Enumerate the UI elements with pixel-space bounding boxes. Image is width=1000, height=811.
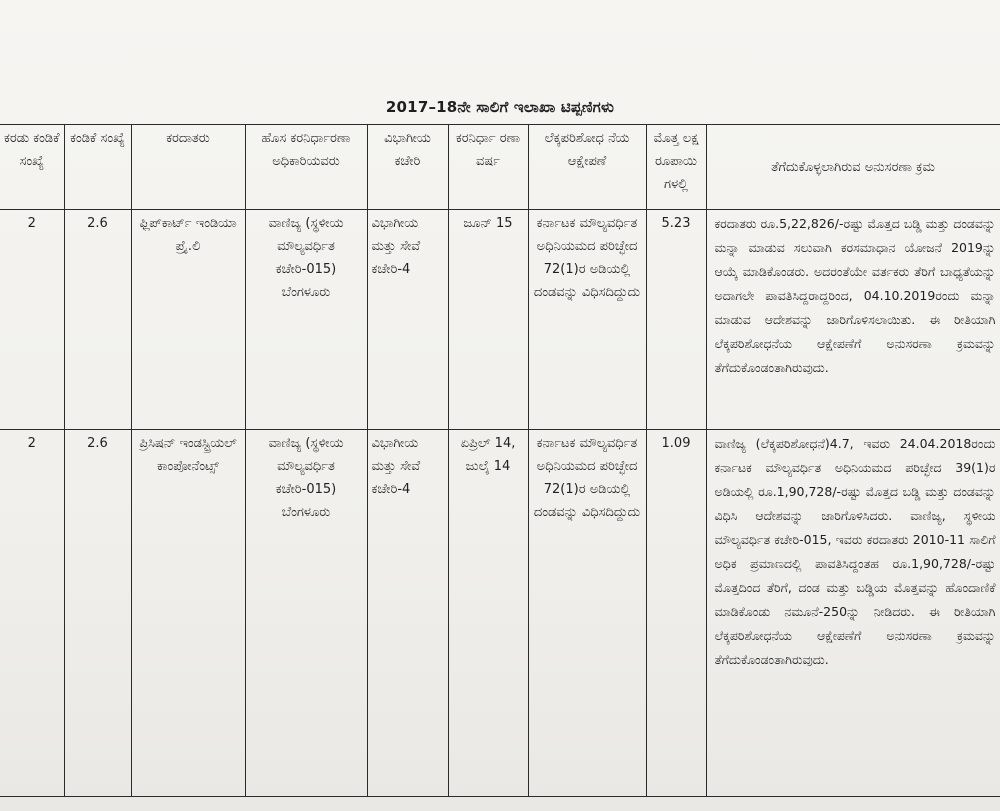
cell-divisional-office: ವಿಭಾಗೀಯ ಮತ್ತು ಸೇವೆ ಕಚೇರಿ-4 [367,430,448,797]
header-assessing-officer: ಹೊಸ ಕರನಿರ್ಧಾರಣಾ ಅಧಿಕಾರಿಯವರು [245,125,367,210]
header-dealer: ಕರದಾತರು [131,125,245,210]
header-para-no: ಕಂಡಿಕೆ ಸಂಖ್ಯೆ [64,125,131,210]
table-row [0,210,1000,430]
cell-assessment-year: ಏಪ್ರಿಲ್ 14, ಜುಲೈ 14 [448,430,528,797]
header-audit-objection: ಲೆಕ್ಕಪರಿಶೋಧ ನೆಯ ಆಕ್ಷೇಪಣೆ [528,125,646,210]
cell-amount-lakh: 5.23 [646,210,706,430]
cell-para-no: 2.6 [64,430,131,797]
header-action-taken: ತೆಗೆದುಕೊಳ್ಳಲಾಗಿರುವ ಅನುಸರಣಾ ಕ್ರಮ [706,125,1000,210]
header-draft-para-no: ಕರಡು ಕಂಡಿಕೆ ಸಂಖ್ಯೆ [0,125,64,210]
cell-dealer: ಫ್ಲಿಪ್‌ಕಾರ್ಟ್ ಇಂಡಿಯಾ ಪ್ರೈ.ಲಿ [131,210,245,430]
header-amount-lakh: ಮೊತ್ತ ಲಕ್ಷ ರೂಪಾಯಿ ಗಳಲ್ಲಿ [646,125,706,210]
cell-dealer: ಪ್ರಿಸಿಷನ್ ಇಂಡಸ್ಟ್ರಿಯಲ್ ಕಾಂಪೋನೆಂಟ್ಸ್ [131,430,245,797]
header-row [0,125,1000,210]
cell-divisional-office: ವಿಭಾಗೀಯ ಮತ್ತು ಸೇವೆ ಕಚೇರಿ-4 [367,210,448,430]
table-row [0,430,1000,797]
page-title: 2017–18ನೇ ಸಾಲಿಗೆ ಇಲಾಖಾ ಟಿಪ್ಪಣಿಗಳು [385,98,615,116]
cell-amount-lakh: 1.09 [646,430,706,797]
header-assessment-year: ಕರನಿರ್ಧಾ ರಣಾ ವರ್ಷ [448,125,528,210]
cell-action-taken: ವಾಣಿಜ್ಯ (ಲೆಕ್ಕಪರಿಶೋಧನೆ)4.7, ಇವರು 24.04.2018ರಂದು ಕರ್ನಾಟಕ ಮೌಲ್ಯವರ್ಧಿತ ಅಧಿನಿಯಮದ ಪರಿಚ್ಛೇದ 39(1)ರ ಅಡಿಯಲ್ಲಿ ರೂ.1,90,728/-ರಷ್ಟು ಮೊತ್ತದ ಬಡ್ಡಿ ಮತ್ತು ದಂಡವನ್ನು ವಿಧಿಸಿ ಆದೇಶವನ್ನು ಜಾರಿಗೊಳಿಸಿದರು. ವಾಣಿಜ್ಯ, ಸ್ಥಳೀಯ ಮೌಲ್ಯವರ್ಧಿತ ಕಚೇರಿ-015, ಇವರು ಕರದಾತರು 2010-11 ಸಾಲಿಗೆ ಅಧಿಕ ಪ್ರಮಾಣದಲ್ಲಿ ಪಾವತಿಸಿದ್ದಂತಹ ರೂ.1,90,728/-ರಷ್ಟು ಮೊತ್ತದಿಂದ ತೆರಿಗೆ, ದಂಡ ಮತ್ತು ಬಡ್ಡಿಯ ಮೊತ್ತವನ್ನು ಹೊಂದಾಣಿಕೆ ಮಾಡಿಕೊಂಡು ನಮೂನೆ-250ನ್ನು ನೀಡಿದರು. ಈ ರೀತಿಯಾಗಿ ಲೆಕ್ಕಪರಿಶೋಧನೆಯ ಆಕ್ಷೇಪಣೆಗೆ ಅನುಸರಣಾ ಕ್ರಮವನ್ನು ತೆಗೆದುಕೊಂಡಂತಾಗಿರುವುದು. [706,430,1000,797]
cell-draft-para-no: 2 [0,210,64,430]
cell-draft-para-no: 2 [0,430,64,797]
cell-audit-objection: ಕರ್ನಾಟಕ ಮೌಲ್ಯವರ್ಧಿತ ಅಧಿನಿಯಮದ ಪರಿಚ್ಛೇದ 72(1)ರ ಅಡಿಯಲ್ಲಿ ದಂಡವನ್ನು ವಿಧಿಸದಿದ್ದುದು [528,430,646,797]
cell-assessment-year: ಜೂನ್ 15 [448,210,528,430]
cell-para-no: 2.6 [64,210,131,430]
cell-audit-objection: ಕರ್ನಾಟಕ ಮೌಲ್ಯವರ್ಧಿತ ಅಧಿನಿಯಮದ ಪರಿಚ್ಛೇದ 72(1)ರ ಅಡಿಯಲ್ಲಿ ದಂಡವನ್ನು ವಿಧಿಸದಿದ್ದುದು [528,210,646,430]
department-notes-table [0,124,1000,797]
header-divisional-office: ವಿಭಾಗೀಯ ಕಚೇರಿ [367,125,448,210]
cell-action-taken: ಕರದಾತರು ರೂ.5,22,826/-ರಷ್ಟು ಮೊತ್ತದ ಬಡ್ಡಿ ಮತ್ತು ದಂಡವನ್ನು ಮನ್ನಾ ಮಾಡುವ ಸಲುವಾಗಿ ಕರಸಮಾಧಾನ ಯೋಜನೆ 2019ನ್ನು ಆಯ್ಕೆ ಮಾಡಿಕೊಂಡರು. ಅದರಂತೆಯೇ ವರ್ತಕರು ತೆರಿಗೆ ಬಾಧ್ಯತೆಯನ್ನು ಅದಾಗಲೇ ಪಾವತಿಸಿದ್ದರಾದ್ದರಿಂದ, 04.10.2019ರಂದು ಮನ್ನಾ ಮಾಡುವ ಆದೇಶವನ್ನು ಜಾರಿಗೊಳಿಸಲಾಯಿತು. ಈ ರೀತಿಯಾಗಿ ಲೆಕ್ಕಪರಿಶೋಧನೆಯ ಆಕ್ಷೇಪಣೆಗೆ ಅನುಸರಣಾ ಕ್ರಮವನ್ನು ತೆಗೆದುಕೊಂಡಂತಾಗಿರುವುದು. [706,210,1000,430]
cell-assessing-officer: ವಾಣಿಜ್ಯ (ಸ್ಥಳೀಯ ಮೌಲ್ಯವರ್ಧಿತ ಕಚೇರಿ-015) ಬೆಂಗಳೂರು [245,210,367,430]
cell-assessing-officer: ವಾಣಿಜ್ಯ (ಸ್ಥಳೀಯ ಮೌಲ್ಯವರ್ಧಿತ ಕಚೇರಿ-015) ಬೆಂಗಳೂರು [245,430,367,797]
